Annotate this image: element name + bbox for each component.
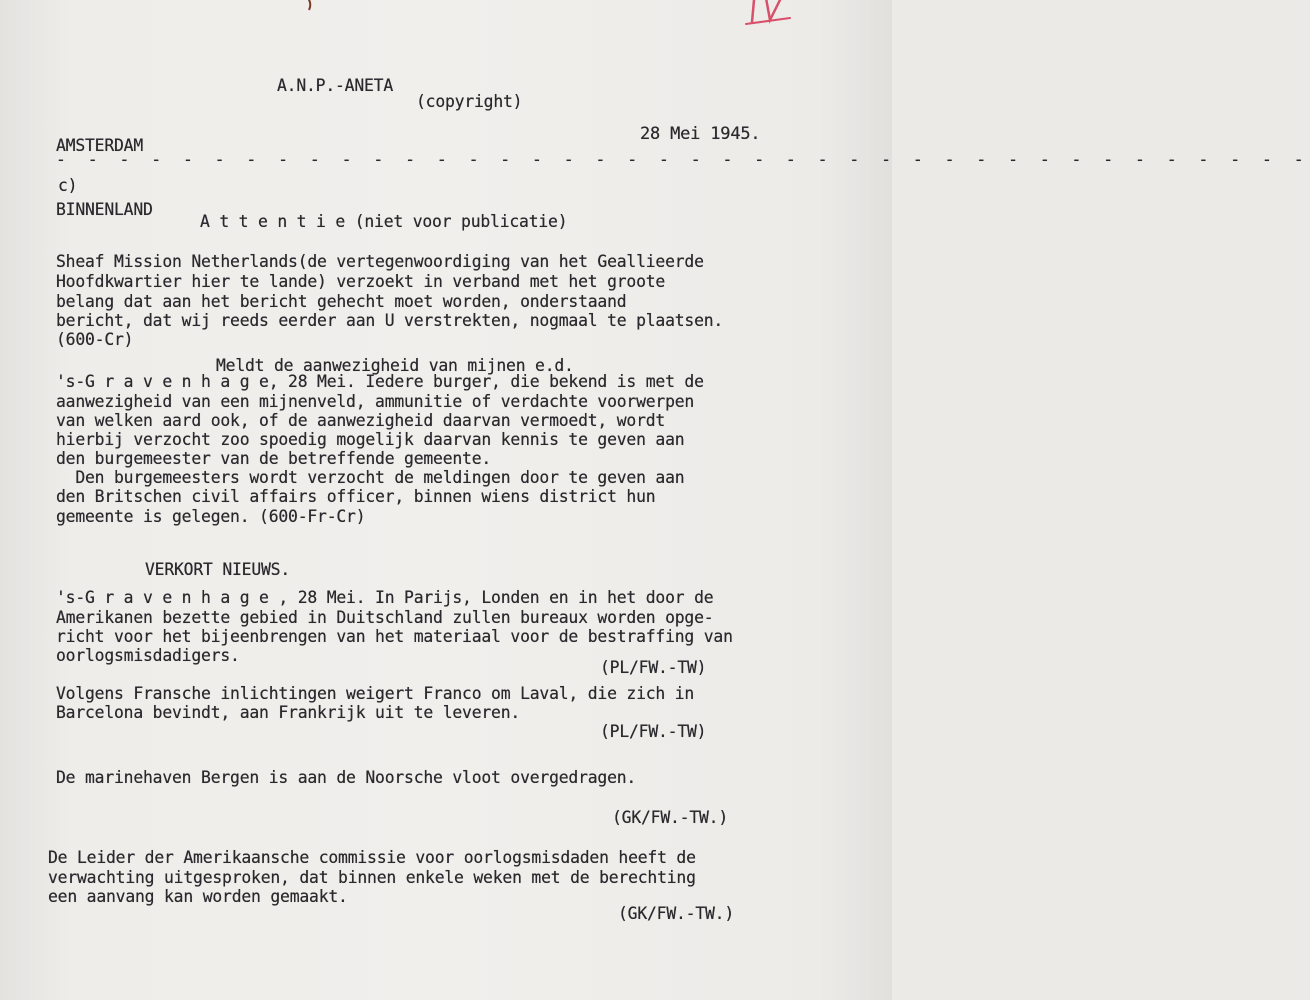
copyright-note: (copyright) xyxy=(416,92,523,111)
body-line: Hoofdkwartier hier te lande) verzoekt in verband met het groote xyxy=(56,272,666,291)
news-line: verwachting uitgesproken, dat binnen enkele weken met de berechting xyxy=(48,868,696,887)
red-pencil-annotation xyxy=(740,0,800,30)
body-line: bericht, dat wij reeds eerder aan U verstrekten, nogmaal te plaatsen. xyxy=(56,311,724,330)
source-code: (GK/FW.-TW.) xyxy=(612,808,729,827)
article-line: den Britschen civil affairs officer, binnen wiens district hun xyxy=(56,487,656,506)
body-line: belang dat aan het bericht gehecht moet worden, onderstaand xyxy=(56,292,627,311)
news-line: richt voor het bijeenbrengen van het materiaal voor de bestraffing van xyxy=(56,627,733,646)
body-line: Sheaf Mission Netherlands(de vertegenwoordiging van het Geallieerde xyxy=(56,252,704,271)
news-line: De marinehaven Bergen is aan de Noorsche vloot overgedragen. xyxy=(56,768,637,787)
news-line: oorlogsmisdadigers. xyxy=(56,646,240,665)
article-line: van welken aard ook, of de aanwezigheid daarvan vermoedt, wordt xyxy=(56,411,666,430)
article-line: hierbij verzocht zoo spoedig mogelijk daarvan kennis te geven aan xyxy=(56,430,685,449)
article-line: gemeente is gelegen. (600-Fr-Cr) xyxy=(56,507,366,526)
dateline-place: AMSTERDAM xyxy=(56,136,144,155)
news-line: Volgens Fransche inlichtingen weigert Franco om Laval, die zich in xyxy=(56,684,695,703)
agency-name: A.N.P.-ANETA xyxy=(277,76,394,95)
body-line: (600-Cr) xyxy=(56,330,134,349)
article-line: den burgemeester van de betreffende gemeente. xyxy=(56,449,492,468)
source-code: (GK/FW.-TW.) xyxy=(618,904,735,923)
source-code: (PL/FW.-TW) xyxy=(600,722,707,741)
article-headline: Meldt de aanwezigheid van mijnen e.d. xyxy=(216,356,574,375)
attention-heading: A t t e n t i e (niet voor publicatie) xyxy=(200,212,568,231)
dateline-date: 28 Mei 1945. xyxy=(640,124,761,144)
news-line: Barcelona bevindt, aan Frankrijk uit te leveren. xyxy=(56,703,521,722)
source-code: (PL/FW.-TW) xyxy=(600,658,707,677)
news-line: Amerikanen bezette gebied in Duitschland zullen bureaux worden opge- xyxy=(56,608,714,627)
article-line: 's-G r a v e n h a g e, 28 Mei. Iedere burger, die bekend is met de xyxy=(56,372,704,391)
article-line: Den burgemeesters wordt verzocht de meldingen door te geven aan xyxy=(56,468,685,487)
section-code: c) xyxy=(58,176,78,195)
news-line: een aanvang kan worden gemaakt. xyxy=(48,887,348,906)
news-line: De Leider der Amerikaansche commissie voor oorlogsmisdaden heeft de xyxy=(48,848,696,867)
pen-stroke-mark xyxy=(300,0,320,16)
short-news-heading: VERKORT NIEUWS. xyxy=(145,560,291,579)
article-line: aanwezigheid van een mijnenveld, ammunitie of verdachte voorwerpen xyxy=(56,392,695,411)
section-label-binnenland: BINNENLAND xyxy=(56,200,153,219)
news-line: 's-G r a v e n h a g e , 28 Mei. In Parijs, Londen en in het door de xyxy=(56,588,714,607)
separator-rule: - - - - - - - - - - - - - - - - - - - - - - - - - - - - - - - - - - - - - - - - xyxy=(56,150,1310,169)
